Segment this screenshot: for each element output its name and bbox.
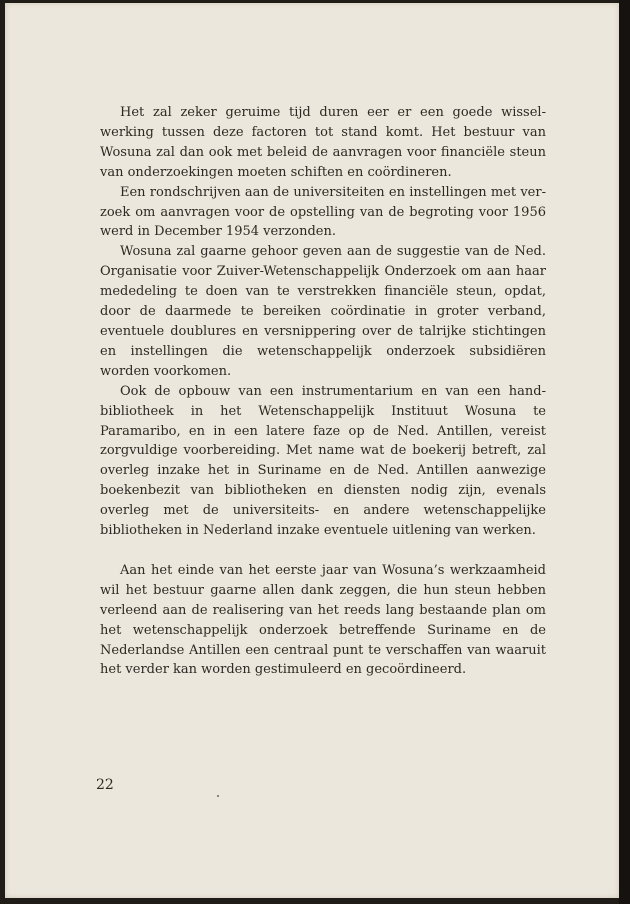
page-number: 22 <box>96 777 114 793</box>
scan-dark-edge <box>619 0 630 904</box>
paragraph-5: Aan het einde van het eerste jaar van Wosuna’s werkzaamheid wil het bestuur gaarne allen dank zeggen, die hun steun hebben verleend aan de realisering van het reeds lang bestaande plan om het wetenschappelijk onderzoek betreffende Suriname en de Nederlandse Antillen een centraal punt te verschaffen van waaruit het verder kan worden gestimuleerd en gecoördineerd. <box>100 562 546 678</box>
paragraph-2: Een rondschrijven aan de universiteiten en instellingen met verzoek om aanvragen voor de opstelling van de begroting voor 1956 werd in December 1954 verzonden. <box>100 184 546 240</box>
paragraph-4: Ook de opbouw van een instrumentarium en van een handbibliotheek in het Wetenschappelijk Instituut Wosuna te Paramaribo, en in een latere faze op de Ned. Antillen, vereist zorgvuldige voorbereiding. Met name wat de boekerij betreft, zal overleg inzake het in Suriname en de Ned. Antillen aanwezige boekenbezit van bibliotheken en diensten nodig zijn, evenals overleg met de universiteits- en andere wetenschappelijke bibliotheken in Nederland inzake eventuele uitlening van werken. <box>100 383 546 539</box>
paper-speck <box>217 795 219 797</box>
paragraph-1: Het zal zeker geruime tijd duren eer er een goede wisselwerking tussen deze factoren tot stand komt. Het bestuur van Wosuna zal dan ook met beleid de aanvragen voor financiële steun van onderzoekingen moeten schiften en coördineren. <box>100 105 546 180</box>
paragraph-3: Wosuna zal gaarne gehoor geven aan de suggestie van de Ned. Organisatie voor Zuiver-Wetenschappelijk Onderzoek om aan haar mededeling te doen van te verstrekken financiële steun, opdat, door de daarmede te bereiken coördinatie in groter verband, eventuele doublures en versnippering over de talrijke stichtingen en instellingen die wetenschappelijk onderzoek subsidiëren worden voorkomen. <box>100 244 546 379</box>
body-text <box>100 103 546 680</box>
